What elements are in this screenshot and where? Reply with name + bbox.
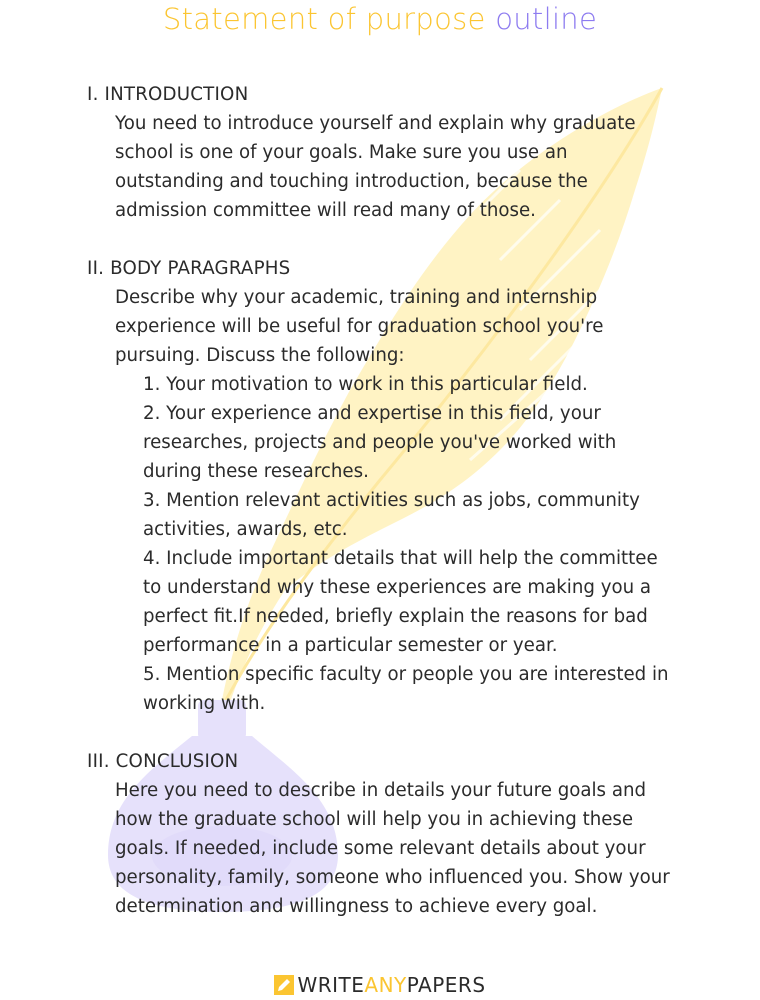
introduction-text: You need to introduce yourself and explain why graduate school is one of your goals. Make sure you use an outstanding and touching introduction, because the admission committee will read many of those. bbox=[115, 113, 636, 221]
pencil-logo-icon bbox=[274, 975, 294, 995]
conclusion-text: Here you need to describe in details your future goals and how the graduate school will help you in achieving these goals. If needed, include some relevant details about your personality, family, someone who influenced you. Show your determination and willingness to achieve every goal. bbox=[115, 780, 670, 917]
list-item: 5. Mention specific faculty or people you are interested in working with. bbox=[143, 664, 669, 714]
brand-footer bbox=[0, 973, 760, 997]
list-item: 2. Your experience and expertise in this field, your researches, projects and people you've worked with during these researches. bbox=[143, 403, 617, 482]
brand-papers: PAPERS bbox=[406, 973, 486, 997]
title-part-1: Statement of purpose bbox=[162, 2, 486, 36]
introduction-heading: I. INTRODUCTION bbox=[87, 84, 249, 105]
body-paragraphs-heading: II. BODY PARAGRAPHS bbox=[87, 258, 291, 279]
page-title bbox=[0, 2, 760, 36]
list-item: 3. Mention relevant activities such as jobs, community activities, awards, etc. bbox=[143, 490, 640, 540]
list-item: 1. Your motivation to work in this particular field. bbox=[143, 374, 588, 395]
list-item: 4. Include important details that will help the committee to understand why these experiences are making you a perfect fit.If needed, briefly explain the reasons for bad performance in a particular semester or year. bbox=[143, 548, 658, 656]
title-part-2: outline bbox=[495, 2, 598, 36]
outline-content bbox=[87, 80, 687, 950]
body-points-list bbox=[143, 370, 675, 718]
body-paragraphs-section bbox=[87, 254, 687, 718]
brand-any: ANY bbox=[364, 973, 407, 997]
introduction-section bbox=[87, 80, 687, 225]
body-paragraphs-text: Describe why your academic, training and internship experience will be useful for graduation school you're pursuing. Discuss the following: bbox=[115, 287, 604, 366]
conclusion-heading: III. CONCLUSION bbox=[87, 751, 239, 772]
brand-write: WRITE bbox=[297, 973, 365, 997]
conclusion-section bbox=[87, 747, 687, 921]
